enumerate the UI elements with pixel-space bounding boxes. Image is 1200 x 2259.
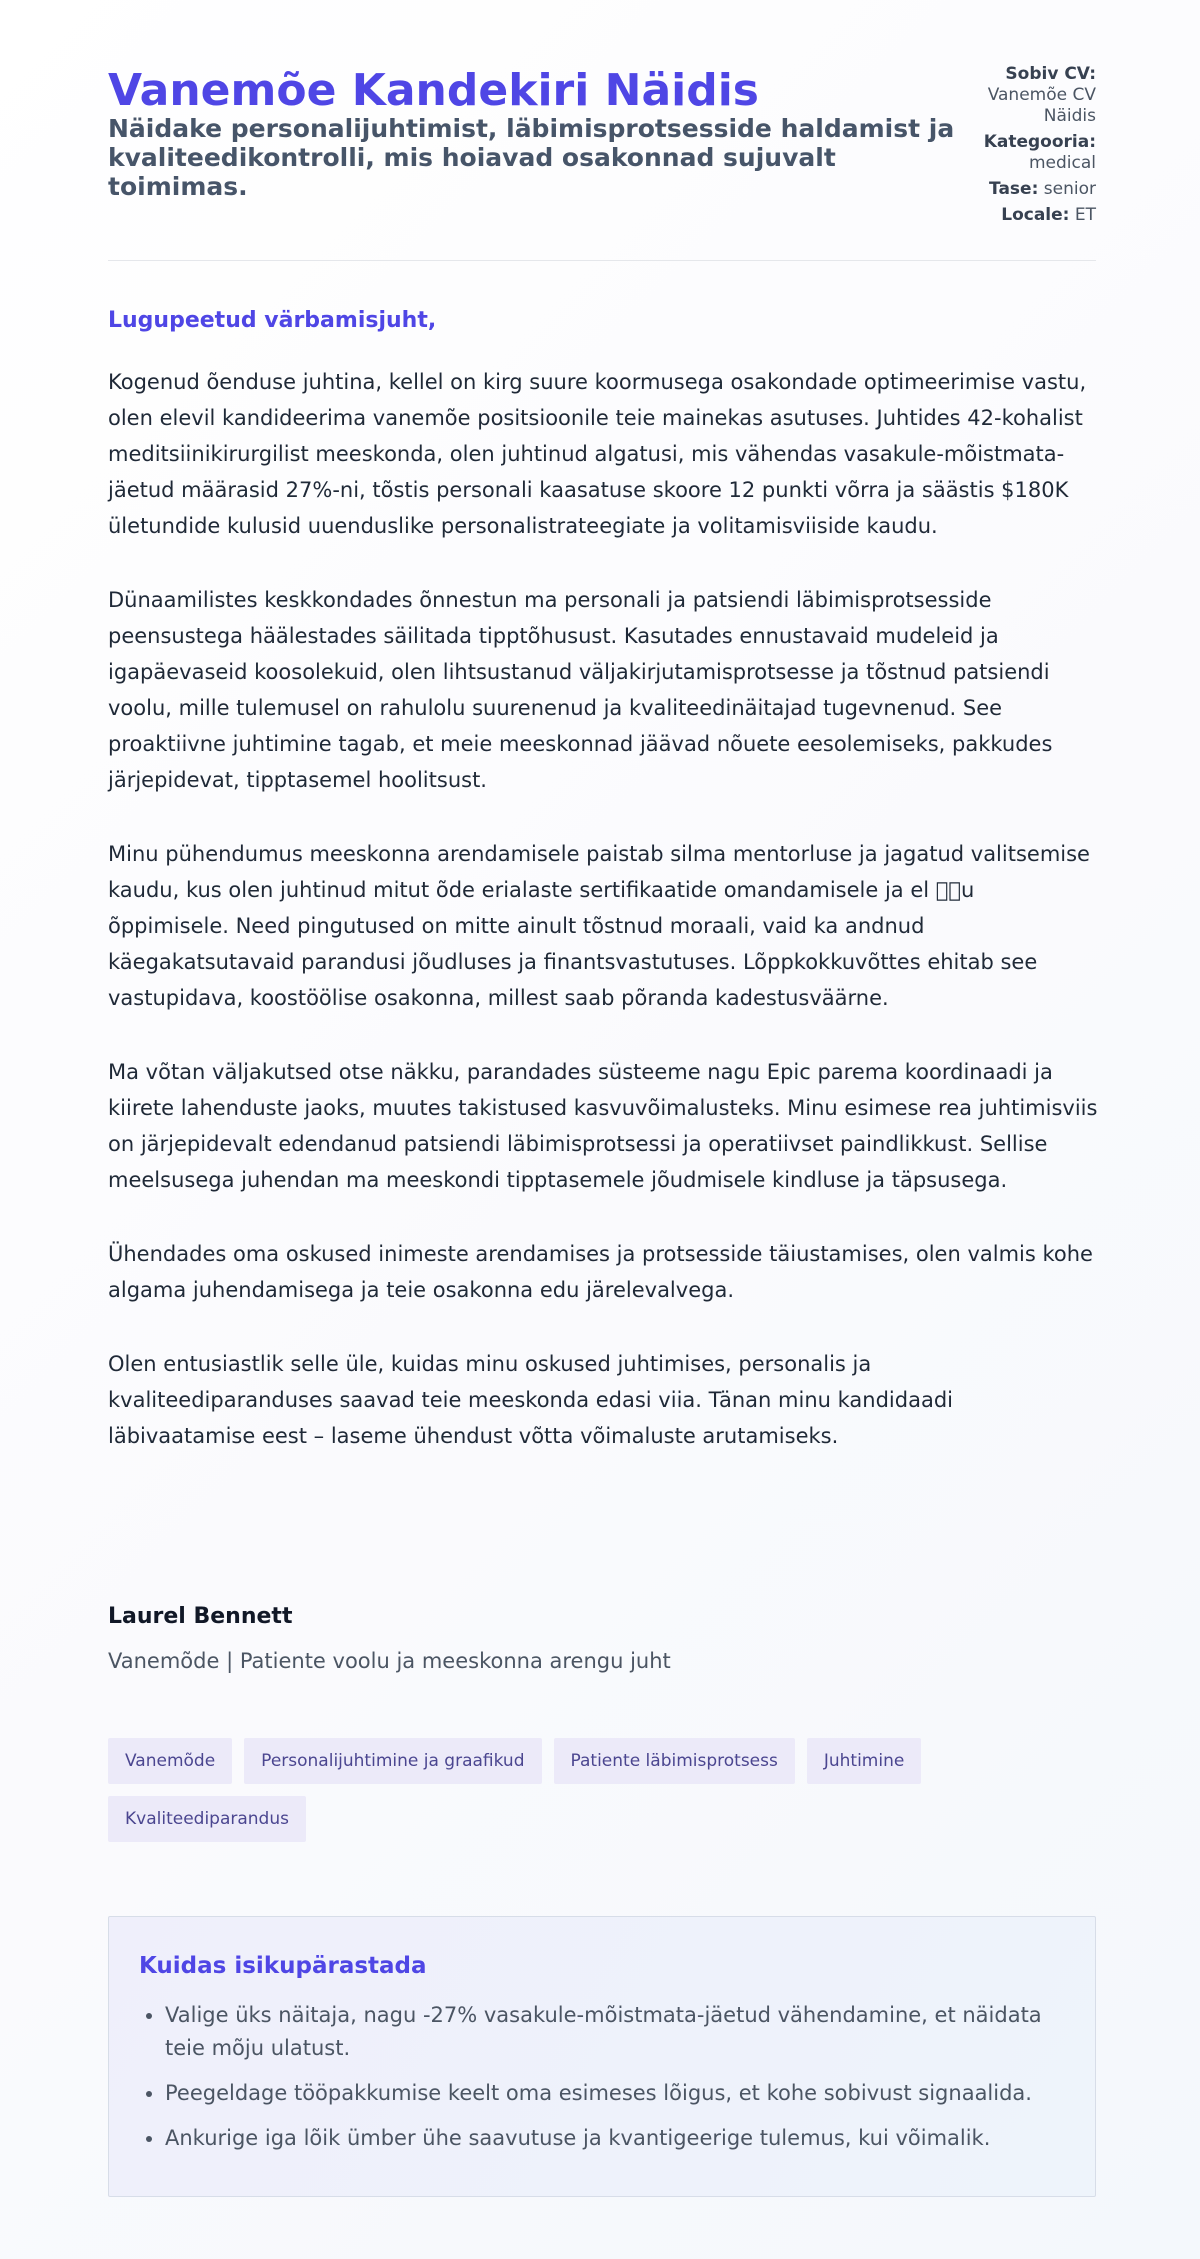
- meta-locale: [936, 205, 1096, 226]
- tag-chip: Patiente läbimisprotsess: [554, 1738, 795, 1784]
- meta-label: Tase:: [989, 179, 1039, 199]
- meta-label: Sobiv CV:: [1005, 64, 1096, 84]
- signature-role: Vanemõde | Patiente voolu ja meeskonna arengu juht: [108, 1649, 671, 1673]
- paragraph-2: Dünaamilistes keskkondades õnnestun ma personali ja patsiendi läbimisprotsesside peensustega häälestades säilitada tipptõhusust. Kasutades ennustavaid mudeleid ja igapäevaseid koosolekuid, olen lihtsustanud väljakirjutamisprotsesse ja tõstnud patsiendi voolu, mille tulemusel on rahulolu suurenenud ja kvaliteedinäitajad tugevnenud. See proaktiivne juhtimine tagab, et meie meeskonnad jäävad nõuete eesolemiseks, pakkudes järjepidevat, tipptasemel hoolitsust.: [108, 588, 1053, 792]
- meta-panel: [936, 64, 1096, 231]
- meta-value: Vanemõe CV Näidis: [987, 85, 1096, 126]
- meta-value: senior: [1043, 179, 1096, 199]
- list-item: • Peegeldage tööpakkumise keelt oma esimeses lõigus, et kohe sobivust signaalida.: [165, 2077, 1065, 2110]
- tag-chip: Juhtimine: [807, 1738, 921, 1784]
- paragraph-1: Kogenud õenduse juhtina, kellel on kirg suure koormusega osakondade optimeerimise vastu, olen elevil kandideerima vanemõe positsioonile teie mainekas asutuses. Juhtides 42-kohalist meditsiinikirurgilist meeskonda, olen juhtinud algatusi, mis vähendas vasakule-mõistmata-jäetud määrasid 27%-ni, tõstis personali kaasatuse skoore 12 punkti võrra ja säästis $180K ületundide kulusid uuenduslike personalistrateegiate ja volitamisviiside kaudu.: [108, 370, 1087, 538]
- list-item: • Ankurige iga lõik ümber ühe saavutuse ja kvantigeerige tulemus, kui võimalik.: [165, 2122, 1065, 2155]
- tips-title: Kuidas isikupärastada: [139, 1953, 427, 1979]
- meta-suitable-cv: [936, 64, 1096, 127]
- tag-chip: Vanemõde: [108, 1738, 232, 1784]
- personalize-tips-box: [108, 1916, 1096, 2197]
- paragraph-3: Minu pühendumus meeskonna arendamisele paistab silma mentorluse ja jagatud valitsemise kaudu, kus olen juhtinud mitut õde erialaste sertifikaatide omandamisele ja el   u õppimisele. Need pingutused on mitte ainult tõstnud moraali, vaid ka andnud käegakatsutavaid parandusi jõudluses ja finantsvastutuses. Lõppkokkuvõttes ehitab see vastupidava, koostöölise osakonna, millest saab põranda kadestusväärne.: [108, 842, 1090, 1010]
- page-title: Vanemõe Kandekiri Näidis: [108, 65, 759, 116]
- tag-chip: Kvaliteediparandus: [108, 1796, 306, 1842]
- list-item: • Valige üks näitaja, nagu -27% vasakule-mõistmata-jäetud vähendamine, et näidata teie mõju ulatust.: [165, 1999, 1065, 2065]
- meta-level: [936, 179, 1096, 200]
- meta-value: ET: [1074, 205, 1096, 225]
- meta-category: [936, 132, 1096, 174]
- letter-body: [108, 364, 1098, 1492]
- tag-list: [108, 1738, 1098, 1842]
- meta-label: Kategooria:: [983, 132, 1096, 152]
- signature-name: Laurel Bennett: [108, 1604, 293, 1629]
- meta-value: medical: [1028, 153, 1096, 173]
- paragraph-6: Olen entusiastlik selle üle, kuidas minu oskused juhtimises, personalis ja kvaliteediparanduses saavad teie meeskonda edasi viia. Tänan minu kandidaadi läbivaatamise eest – laseme ühendust võtta võimaluste arutamiseks.: [108, 1352, 953, 1448]
- paragraph-4: Ma võtan väljakutsed otse näkku, parandades süsteeme nagu Epic parema koordinaadi ja kiirete lahenduste jaoks, muutes takistused kasvuvõimalusteks. Minu esimese rea juhtimisviis on järjepidevalt edendanud patsiendi läbimisprotsessi ja operatiivset paindlikkust. Sellise meelsusega juhendan ma meeskondi tipptasemele jõudmisele kindluse ja täpsusega.: [108, 1060, 1098, 1192]
- page-subtitle: Näidake personalijuhtimist, läbimisprotsesside haldamist ja kvaliteedikontrolli, mis hoiavad osakonnad sujuvalt toimimas.: [108, 114, 955, 201]
- tips-list: [139, 1999, 1065, 2155]
- tag-chip: Personalijuhtimine ja graafikud: [244, 1738, 541, 1784]
- letter-header: [108, 64, 1096, 261]
- salutation: Lugupeetud värbamisjuht,: [108, 308, 437, 333]
- meta-label: Locale:: [1001, 205, 1070, 225]
- paragraph-5: Ühendades oma oskused inimeste arendamises ja protsesside täiustamises, olen valmis kohe algama juhendamisega ja teie osakonna edu järelevalvega.: [108, 1242, 1093, 1302]
